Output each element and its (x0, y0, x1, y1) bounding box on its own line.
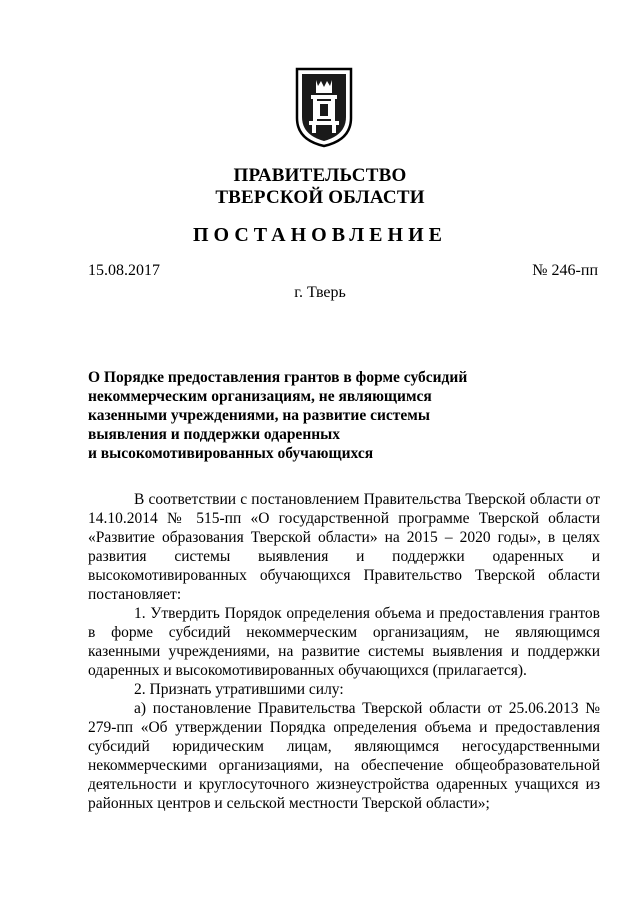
body-paragraph-item-2a: а) постановление Правительства Тверской области от 25.06.2013 № 279-пп «Об утверждении Порядка определения объема и предоставления субсидий юридическим лицам, являющимся негосударственными некоммерческими организациями, на обеспечение общеобразовательной деятельности и круглосуточного жизнеустройства одаренных учащихся из районных центров и сельской местности Тверской области»; (88, 700, 600, 812)
government-title-line1: ПРАВИТЕЛЬСТВО (233, 165, 407, 186)
subject-line: и высокомотивированных обучающихся (88, 445, 374, 462)
body-paragraph-preamble: В соответствии с постановлением Правительства Тверской области от 14.10.2014 № 515-пп «О государственной программе Тверской области «Развитие образования Тверской области» на 2015 – 2020 годы», в целях развития системы выявления и поддержки одаренных и высокомотивированных обучающихся Правительство Тверской области постановляет: (88, 491, 600, 603)
document-city: г. Тверь (294, 284, 346, 301)
document-body (88, 490, 600, 813)
document-type-heading: ПОСТАНОВЛЕНИЕ (193, 224, 447, 246)
subject-line: казенными учреждениями, на развитие системы (88, 407, 430, 424)
document-date: 15.08.2017 (88, 262, 160, 279)
body-paragraph-item-2: 2. Признать утратившими силу: (134, 681, 344, 698)
government-title-line2: ТВЕРСКОЙ ОБЛАСТИ (215, 187, 425, 208)
tver-region-coat-of-arms-icon (294, 66, 354, 148)
subject-line: О Порядке предоставления грантов в форме субсидий (88, 369, 468, 386)
document-number: № 246-пп (532, 262, 598, 279)
document-subject (88, 368, 508, 463)
subject-line: выявления и поддержки одаренных (88, 426, 341, 443)
subject-line: некоммерческим организациям, не являющимся (88, 388, 432, 405)
body-paragraph-item-1: 1. Утвердить Порядок определения объема и предоставления грантов в форме субсидий некоммерческим организациям, не являющимся казенными учреждениями, на развитие системы выявления и поддержки одаренных и высокомотивированных обучающихся (прилагается). (88, 605, 600, 679)
